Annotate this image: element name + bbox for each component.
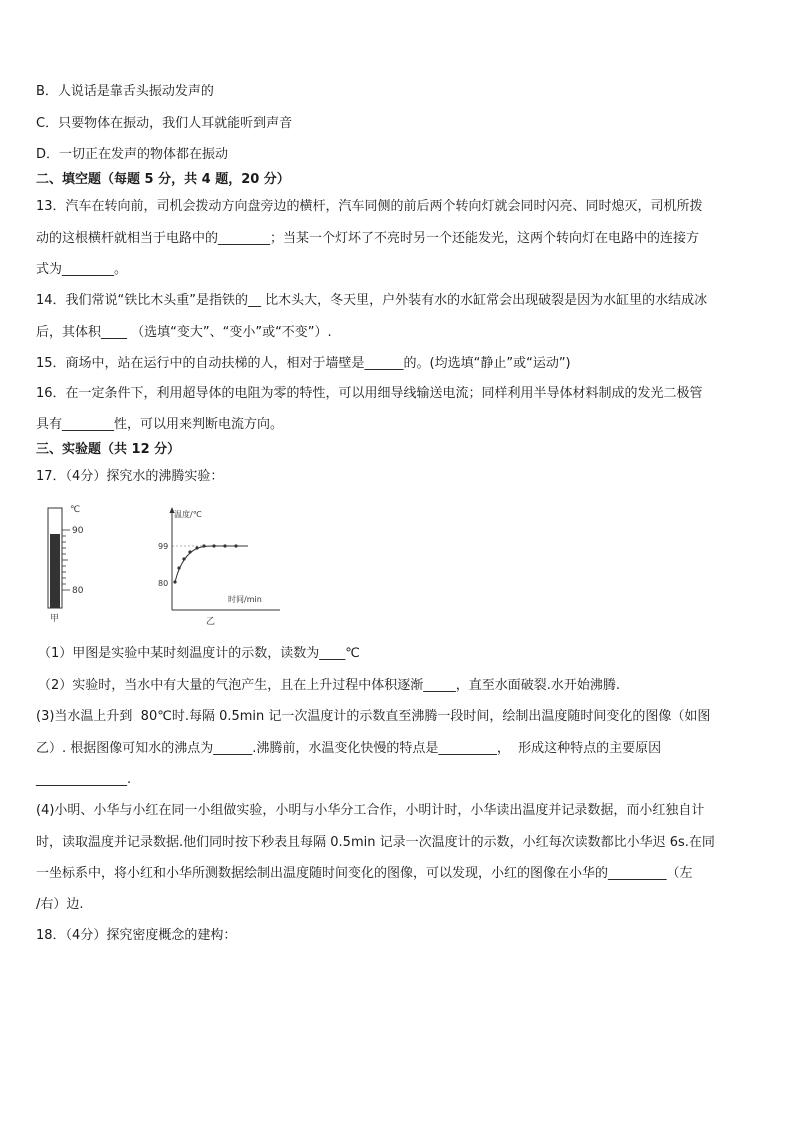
thermometer-tick-80: 80 [72, 586, 84, 596]
question-17-part-3-line-1: (3)当水温上升到 80℃时.每隔 0.5min 记一次温度计的示数直至沸腾一段时间，绘制出温度随时间变化的图像（如图 [36, 709, 711, 724]
section-heading-experiment: 三、实验题（共 12 分） [36, 442, 181, 457]
figure-yi-caption: 乙 [206, 617, 216, 627]
option-d: D．一切正在发声的物体都在振动 [36, 147, 229, 162]
question-18-title: 18．（4分）探究密度概念的建构： [36, 928, 237, 943]
temperature-curve [175, 546, 248, 582]
temperature-time-graph [158, 507, 280, 627]
thermometer-tick-90: 90 [72, 526, 84, 536]
data-points [173, 544, 237, 583]
x-axis-label: 时间/min [228, 595, 262, 604]
question-14-line-1: 14．我们常说“铁比木头重”是指铁的__ 比木头大，冬天里，户外装有水的水缸常会出现破裂是因为水缸里的水结成冰 [36, 293, 708, 308]
data-point [202, 544, 205, 547]
question-17-part-4-line-2: 时，读取温度并记录数据.他们同时按下秒表且每隔 0.5min 记录一次温度计的示数，小红每次读数都比小华迟 6s.在同 [36, 835, 715, 850]
question-17-part-3-line-2: 乙）. 根据图像可知水的沸点为______.沸腾前，水温变化快慢的特点是_________， 形成这种特点的主要原因 [36, 741, 662, 756]
data-point [177, 566, 180, 569]
question-17-part-1: （1）甲图是实验中某时刻温度计的示数，读数为____℃ [38, 646, 360, 661]
y-axis-label: 温度/℃ [174, 510, 202, 519]
data-point [195, 546, 198, 549]
question-16-line-1: 16．在一定条件下，利用超导体的电阻为零的特性，可以用细导线输送电流；同样利用半导体材料制成的发光二极管 [36, 386, 703, 401]
question-17-part-4-line-4: /右）边. [36, 897, 84, 912]
data-point [234, 544, 237, 547]
question-17-figures [30, 500, 290, 630]
option-c: C．只要物体在振动，我们人耳就能听到声音 [36, 116, 293, 131]
thermometer-figure [48, 505, 84, 624]
question-17-part-4-line-1: (4)小明、小华与小红在同一小组做实验，小明与小华分工合作，小明计时，小华读出温度并记录数据，而小红独自计 [36, 803, 705, 818]
question-17-part-4-line-3: 一坐标系中，将小红和小华所测数据绘制出温度随时间变化的图像，可以发现，小红的图像在小华的_________（左 [36, 866, 693, 881]
data-point [223, 544, 226, 547]
question-13-line-1: 13．汽车在转向前，司机会拨动方向盘旁边的横杆，汽车同侧的前后两个转向灯就会同时闪亮、同时熄灭，司机所拨 [36, 199, 703, 214]
thermometer-scale-ticks [62, 530, 70, 590]
option-b: B．人说话是靠舌头振动发声的 [36, 84, 214, 99]
question-17-part-2: （2）实验时，当水中有大量的气泡产生，且在上升过程中体积逐渐_____，直至水面破裂.水开始沸腾. [38, 678, 621, 693]
question-14-line-2: 后，其体积____ （选填“变大”、“变小”或“不变”）. [36, 325, 332, 340]
data-point [173, 580, 176, 583]
question-17-title: 17．（4分）探究水的沸腾实验： [36, 469, 224, 484]
figure-jia-caption: 甲 [50, 614, 60, 624]
thermometer-unit: ℃ [70, 505, 81, 515]
section-heading-fill-in: 二、填空题（每题 5 分，共 4 题，20 分） [36, 172, 290, 187]
y-tick-80: 80 [158, 579, 169, 588]
thermometer-liquid [50, 534, 60, 608]
data-point [182, 557, 185, 560]
question-17-part-3-line-3: ______________. [36, 772, 132, 787]
data-point [212, 544, 215, 547]
question-16-line-2: 具有________性，可以用来判断电流方向。 [36, 417, 284, 432]
question-13-line-2: 动的这根横杆就相当于电路中的________；当某一个灯坏了不亮时另一个还能发光，这两个转向灯在电路中的连接方 [36, 231, 700, 246]
question-15: 15．商场中，站在运行中的自动扶梯的人，相对于墙壁是______的。(均选填“静止”或“运动”) [36, 356, 571, 371]
question-13-line-3: 式为________。 [36, 262, 128, 277]
data-point [188, 550, 191, 553]
y-tick-99: 99 [158, 542, 169, 551]
